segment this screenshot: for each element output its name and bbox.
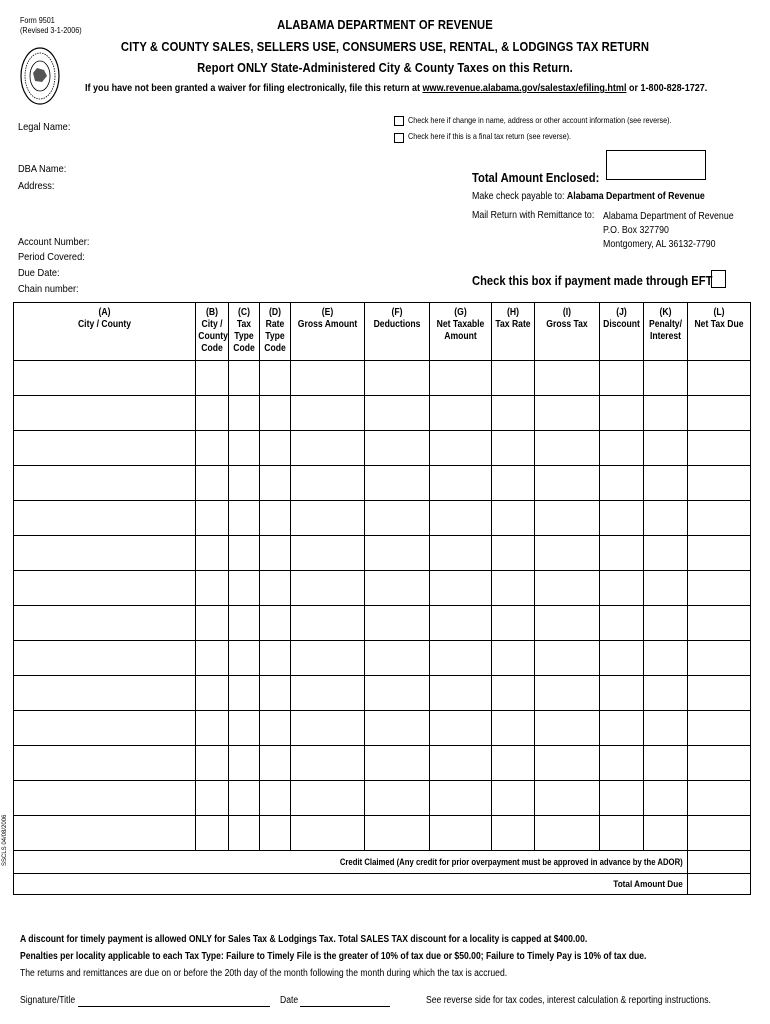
total-due-label: Total Amount Due (14, 874, 688, 895)
net-taxable-amount-cell[interactable] (430, 396, 492, 431)
discount-cell[interactable] (600, 536, 644, 571)
discount-cell[interactable] (600, 466, 644, 501)
date-line[interactable] (300, 1006, 390, 1007)
deductions-cell[interactable] (365, 781, 430, 816)
tax-type-code-cell[interactable] (229, 536, 260, 571)
deductions-cell[interactable] (365, 431, 430, 466)
net-tax-due-cell[interactable] (688, 641, 751, 676)
city-county-cell[interactable] (14, 711, 196, 746)
due-date-label: Due Date: (18, 267, 60, 279)
table-row (14, 676, 751, 711)
mail-line-2: P.O. Box 327790 (603, 225, 669, 236)
gross-amount-cell[interactable] (291, 816, 365, 851)
col-header-c: (C) Tax Type Code (229, 303, 260, 361)
title-report-only: Report ONLY State-Administered City & County Taxes on this Return. (197, 61, 573, 75)
penalty-interest-cell[interactable] (644, 396, 688, 431)
table-row (14, 396, 751, 431)
rate-type-code-cell[interactable] (260, 431, 291, 466)
col-header-k: (K) Penalty/ Interest (644, 303, 688, 361)
table-row (14, 431, 751, 466)
gross-amount-cell[interactable] (291, 676, 365, 711)
table-row (14, 781, 751, 816)
gross-tax-cell[interactable] (535, 816, 600, 851)
net-taxable-amount-cell[interactable] (430, 816, 492, 851)
gross-tax-cell[interactable] (535, 396, 600, 431)
tax-type-code-cell[interactable] (229, 396, 260, 431)
table-row (14, 746, 751, 781)
rate-type-code-cell[interactable] (260, 676, 291, 711)
city-county-cell[interactable] (14, 746, 196, 781)
penalty-interest-cell[interactable] (644, 746, 688, 781)
city-county-code-cell[interactable] (196, 711, 229, 746)
rate-type-code-cell[interactable] (260, 361, 291, 396)
credit-claimed-label: Credit Claimed (Any credit for prior overpayment must be approved in advance by the ADOR) (14, 851, 688, 874)
table-row (14, 641, 751, 676)
gross-amount-cell[interactable] (291, 571, 365, 606)
tax-rate-cell[interactable] (492, 816, 535, 851)
penalty-interest-cell[interactable] (644, 606, 688, 641)
col-header-b: (B) City / County Code (196, 303, 229, 361)
tax-table (13, 302, 751, 895)
rate-type-code-cell[interactable] (260, 641, 291, 676)
tax-rate-cell[interactable] (492, 711, 535, 746)
due-note: The returns and remittances are due on or before the 20th day of the month following the month during which the tax is accrued. (20, 968, 508, 979)
gross-tax-cell[interactable] (535, 781, 600, 816)
side-form-id: SSCLS 04/08/2006 (2, 814, 8, 866)
deductions-cell[interactable] (365, 711, 430, 746)
gross-amount-cell[interactable] (291, 536, 365, 571)
net-tax-due-cell[interactable] (688, 396, 751, 431)
net-tax-due-cell[interactable] (688, 816, 751, 851)
deductions-cell[interactable] (365, 361, 430, 396)
tax-type-code-cell[interactable] (229, 781, 260, 816)
net-taxable-amount-cell[interactable] (430, 641, 492, 676)
net-taxable-amount-cell[interactable] (430, 466, 492, 501)
rate-type-code-cell[interactable] (260, 746, 291, 781)
signature-label: Signature/Title (20, 995, 76, 1006)
city-county-code-cell[interactable] (196, 396, 229, 431)
tax-type-code-cell[interactable] (229, 676, 260, 711)
eft-checkbox[interactable] (711, 270, 726, 288)
total-due-input[interactable] (688, 874, 751, 895)
table-row (14, 361, 751, 396)
title-return: CITY & COUNTY SALES, SELLERS USE, CONSUMERS USE, RENTAL, & LODGINGS TAX RETURN (120, 40, 650, 54)
discount-cell[interactable] (600, 746, 644, 781)
total-enclosed-label: Total Amount Enclosed: (472, 170, 600, 185)
net-taxable-amount-cell[interactable] (430, 361, 492, 396)
gross-tax-cell[interactable] (535, 676, 600, 711)
legal-name-label: Legal Name: (18, 121, 71, 133)
gross-tax-cell[interactable] (535, 606, 600, 641)
deductions-cell[interactable] (365, 606, 430, 641)
deductions-cell[interactable] (365, 501, 430, 536)
gross-amount-cell[interactable] (291, 606, 365, 641)
city-county-cell[interactable] (14, 676, 196, 711)
city-county-cell[interactable] (14, 781, 196, 816)
discount-cell[interactable] (600, 571, 644, 606)
address-label: Address: (18, 180, 55, 192)
tax-type-code-cell[interactable] (229, 501, 260, 536)
col-header-f: (F) Deductions (365, 303, 430, 361)
discount-cell[interactable] (600, 781, 644, 816)
mail-prefix: Mail Return with Remittance to: (472, 210, 595, 221)
gross-tax-cell[interactable] (535, 466, 600, 501)
tax-type-code-cell[interactable] (229, 746, 260, 781)
discount-cell[interactable] (600, 641, 644, 676)
city-county-code-cell[interactable] (196, 501, 229, 536)
tax-rate-cell[interactable] (492, 361, 535, 396)
net-tax-due-cell[interactable] (688, 606, 751, 641)
table-row (14, 501, 751, 536)
net-tax-due-cell[interactable] (688, 501, 751, 536)
discount-cell[interactable] (600, 711, 644, 746)
gross-amount-cell[interactable] (291, 431, 365, 466)
form-number: Form 9501 (20, 16, 55, 25)
discount-cell[interactable] (600, 431, 644, 466)
table-row (14, 606, 751, 641)
penalties-note: Penalties per locality applicable to each Tax Type: Failure to Timely File is the greater of 10% of tax due or $50.00; Failure to Timely Pay is 10% of tax due. (20, 951, 647, 962)
deductions-cell[interactable] (365, 571, 430, 606)
payable-prefix: Make check payable to: (472, 191, 565, 202)
tax-rate-cell[interactable] (492, 746, 535, 781)
city-county-cell[interactable] (14, 361, 196, 396)
discount-note: A discount for timely payment is allowed ONLY for Sales Tax & Lodgings Tax. Total SALES TAX discount for a locality is capped at $400.00. (20, 934, 588, 945)
gross-amount-cell[interactable] (291, 711, 365, 746)
city-county-cell[interactable] (14, 641, 196, 676)
net-taxable-amount-cell[interactable] (430, 571, 492, 606)
eft-label: Check this box if payment made through EFT (472, 273, 713, 288)
rate-type-code-cell[interactable] (260, 606, 291, 641)
discount-cell[interactable] (600, 816, 644, 851)
table-row (14, 711, 751, 746)
rate-type-code-cell[interactable] (260, 396, 291, 431)
penalty-interest-cell[interactable] (644, 431, 688, 466)
net-taxable-amount-cell[interactable] (430, 431, 492, 466)
city-county-cell[interactable] (14, 501, 196, 536)
tax-rate-cell[interactable] (492, 606, 535, 641)
col-header-h: (H) Tax Rate (492, 303, 535, 361)
deductions-cell[interactable] (365, 536, 430, 571)
col-header-l: (L) Net Tax Due (688, 303, 751, 361)
discount-cell[interactable] (600, 676, 644, 711)
net-tax-due-cell[interactable] (688, 361, 751, 396)
city-county-cell[interactable] (14, 466, 196, 501)
tax-rate-cell[interactable] (492, 501, 535, 536)
city-county-cell[interactable] (14, 396, 196, 431)
city-county-cell[interactable] (14, 431, 196, 466)
tax-rate-cell[interactable] (492, 396, 535, 431)
net-tax-due-cell[interactable] (688, 536, 751, 571)
chain-number-label: Chain number: (18, 283, 79, 295)
net-tax-due-cell[interactable] (688, 431, 751, 466)
table-row (14, 816, 751, 851)
final-return-label: Check here if this is a final tax return (see reverse). (408, 132, 571, 141)
city-county-code-cell[interactable] (196, 676, 229, 711)
city-county-code-cell[interactable] (196, 641, 229, 676)
period-covered-label: Period Covered: (18, 251, 85, 263)
discount-cell[interactable] (600, 361, 644, 396)
change-info-checkbox[interactable] (394, 116, 404, 126)
gross-tax-cell[interactable] (535, 431, 600, 466)
efiling-link[interactable]: www.revenue.alabama.gov/salestax/efiling.html (422, 82, 627, 94)
penalty-interest-cell[interactable] (644, 466, 688, 501)
date-label: Date (280, 995, 299, 1006)
penalty-interest-cell[interactable] (644, 501, 688, 536)
city-county-code-cell[interactable] (196, 746, 229, 781)
net-tax-due-cell[interactable] (688, 571, 751, 606)
tax-rate-cell[interactable] (492, 676, 535, 711)
penalty-interest-cell[interactable] (644, 361, 688, 396)
deductions-cell[interactable] (365, 466, 430, 501)
table-row (14, 466, 751, 501)
total-due-row (14, 874, 751, 895)
table-row (14, 571, 751, 606)
reverse-note: See reverse side for tax codes, interest calculation & reporting instructions. (426, 995, 711, 1006)
waiver-prefix: If you have not been granted a waiver for filing electronically, file this return at (85, 82, 421, 94)
discount-cell[interactable] (600, 606, 644, 641)
payable-line (472, 191, 705, 202)
tax-rate-cell[interactable] (492, 641, 535, 676)
city-county-code-cell[interactable] (196, 431, 229, 466)
tax-type-code-cell[interactable] (229, 571, 260, 606)
gross-amount-cell[interactable] (291, 746, 365, 781)
net-taxable-amount-cell[interactable] (430, 746, 492, 781)
mail-line-1: Alabama Department of Revenue (603, 211, 734, 222)
city-county-cell[interactable] (14, 536, 196, 571)
gross-tax-cell[interactable] (535, 501, 600, 536)
total-enclosed-input[interactable] (606, 150, 706, 180)
discount-cell[interactable] (600, 396, 644, 431)
net-taxable-amount-cell[interactable] (430, 676, 492, 711)
city-county-cell[interactable] (14, 571, 196, 606)
rate-type-code-cell[interactable] (260, 781, 291, 816)
tax-rate-cell[interactable] (492, 536, 535, 571)
tax-rate-cell[interactable] (492, 431, 535, 466)
gross-amount-cell[interactable] (291, 501, 365, 536)
deductions-cell[interactable] (365, 396, 430, 431)
tax-rate-cell[interactable] (492, 781, 535, 816)
gross-amount-cell[interactable] (291, 396, 365, 431)
table-row (14, 536, 751, 571)
deductions-cell[interactable] (365, 746, 430, 781)
penalty-interest-cell[interactable] (644, 781, 688, 816)
tax-type-code-cell[interactable] (229, 711, 260, 746)
signature-line[interactable] (78, 1006, 270, 1007)
dba-name-label: DBA Name: (18, 163, 67, 175)
net-tax-due-cell[interactable] (688, 676, 751, 711)
gross-amount-cell[interactable] (291, 361, 365, 396)
penalty-interest-cell[interactable] (644, 641, 688, 676)
payable-to: Alabama Department of Revenue (566, 191, 705, 202)
gross-amount-cell[interactable] (291, 641, 365, 676)
rate-type-code-cell[interactable] (260, 571, 291, 606)
waiver-line (85, 82, 707, 94)
gross-tax-cell[interactable] (535, 746, 600, 781)
tax-type-code-cell[interactable] (229, 606, 260, 641)
city-county-code-cell[interactable] (196, 781, 229, 816)
city-county-code-cell[interactable] (196, 361, 229, 396)
credit-claimed-row (14, 851, 751, 874)
col-header-j: (J) Discount (600, 303, 644, 361)
tax-rate-cell[interactable] (492, 466, 535, 501)
tax-type-code-cell[interactable] (229, 466, 260, 501)
rate-type-code-cell[interactable] (260, 816, 291, 851)
tax-type-code-cell[interactable] (229, 361, 260, 396)
gross-tax-cell[interactable] (535, 361, 600, 396)
tax-type-code-cell[interactable] (229, 816, 260, 851)
net-taxable-amount-cell[interactable] (430, 536, 492, 571)
deductions-cell[interactable] (365, 676, 430, 711)
rate-type-code-cell[interactable] (260, 711, 291, 746)
change-info-label: Check here if change in name, address or other account information (see reverse). (408, 116, 672, 125)
deductions-cell[interactable] (365, 816, 430, 851)
penalty-interest-cell[interactable] (644, 816, 688, 851)
city-county-code-cell[interactable] (196, 536, 229, 571)
waiver-suffix: or 1-800-828-1727. (628, 82, 708, 94)
net-tax-due-cell[interactable] (688, 466, 751, 501)
city-county-code-cell[interactable] (196, 571, 229, 606)
mail-line-3: Montgomery, AL 36132-7790 (603, 239, 716, 250)
gross-tax-cell[interactable] (535, 641, 600, 676)
form-revised: (Revised 3-1-2006) (20, 26, 82, 35)
rate-type-code-cell[interactable] (260, 501, 291, 536)
penalty-interest-cell[interactable] (644, 571, 688, 606)
final-return-checkbox[interactable] (394, 133, 404, 143)
col-header-d: (D) Rate Type Code (260, 303, 291, 361)
col-header-a: (A) City / County (14, 303, 196, 361)
account-number-label: Account Number: (18, 236, 90, 248)
city-county-cell[interactable] (14, 816, 196, 851)
col-header-e: (E) Gross Amount (291, 303, 365, 361)
gross-tax-cell[interactable] (535, 536, 600, 571)
city-county-cell[interactable] (14, 606, 196, 641)
city-county-code-cell[interactable] (196, 466, 229, 501)
net-taxable-amount-cell[interactable] (430, 711, 492, 746)
title-department: ALABAMA DEPARTMENT OF REVENUE (277, 18, 493, 32)
net-tax-due-cell[interactable] (688, 781, 751, 816)
net-taxable-amount-cell[interactable] (430, 606, 492, 641)
net-taxable-amount-cell[interactable] (430, 781, 492, 816)
rate-type-code-cell[interactable] (260, 536, 291, 571)
city-county-code-cell[interactable] (196, 816, 229, 851)
penalty-interest-cell[interactable] (644, 711, 688, 746)
gross-amount-cell[interactable] (291, 781, 365, 816)
tax-type-code-cell[interactable] (229, 431, 260, 466)
deductions-cell[interactable] (365, 641, 430, 676)
net-tax-due-cell[interactable] (688, 746, 751, 781)
gross-amount-cell[interactable] (291, 466, 365, 501)
gross-tax-cell[interactable] (535, 571, 600, 606)
tax-rate-cell[interactable] (492, 571, 535, 606)
city-county-code-cell[interactable] (196, 606, 229, 641)
net-tax-due-cell[interactable] (688, 711, 751, 746)
discount-cell[interactable] (600, 501, 644, 536)
credit-claimed-input[interactable] (688, 851, 751, 874)
rate-type-code-cell[interactable] (260, 466, 291, 501)
table-header-row (14, 303, 751, 361)
penalty-interest-cell[interactable] (644, 676, 688, 711)
net-taxable-amount-cell[interactable] (430, 501, 492, 536)
tax-type-code-cell[interactable] (229, 641, 260, 676)
mail-address (603, 210, 734, 252)
penalty-interest-cell[interactable] (644, 536, 688, 571)
col-header-i: (I) Gross Tax (535, 303, 600, 361)
col-header-g: (G) Net Taxable Amount (430, 303, 492, 361)
gross-tax-cell[interactable] (535, 711, 600, 746)
state-seal-icon (20, 46, 60, 106)
